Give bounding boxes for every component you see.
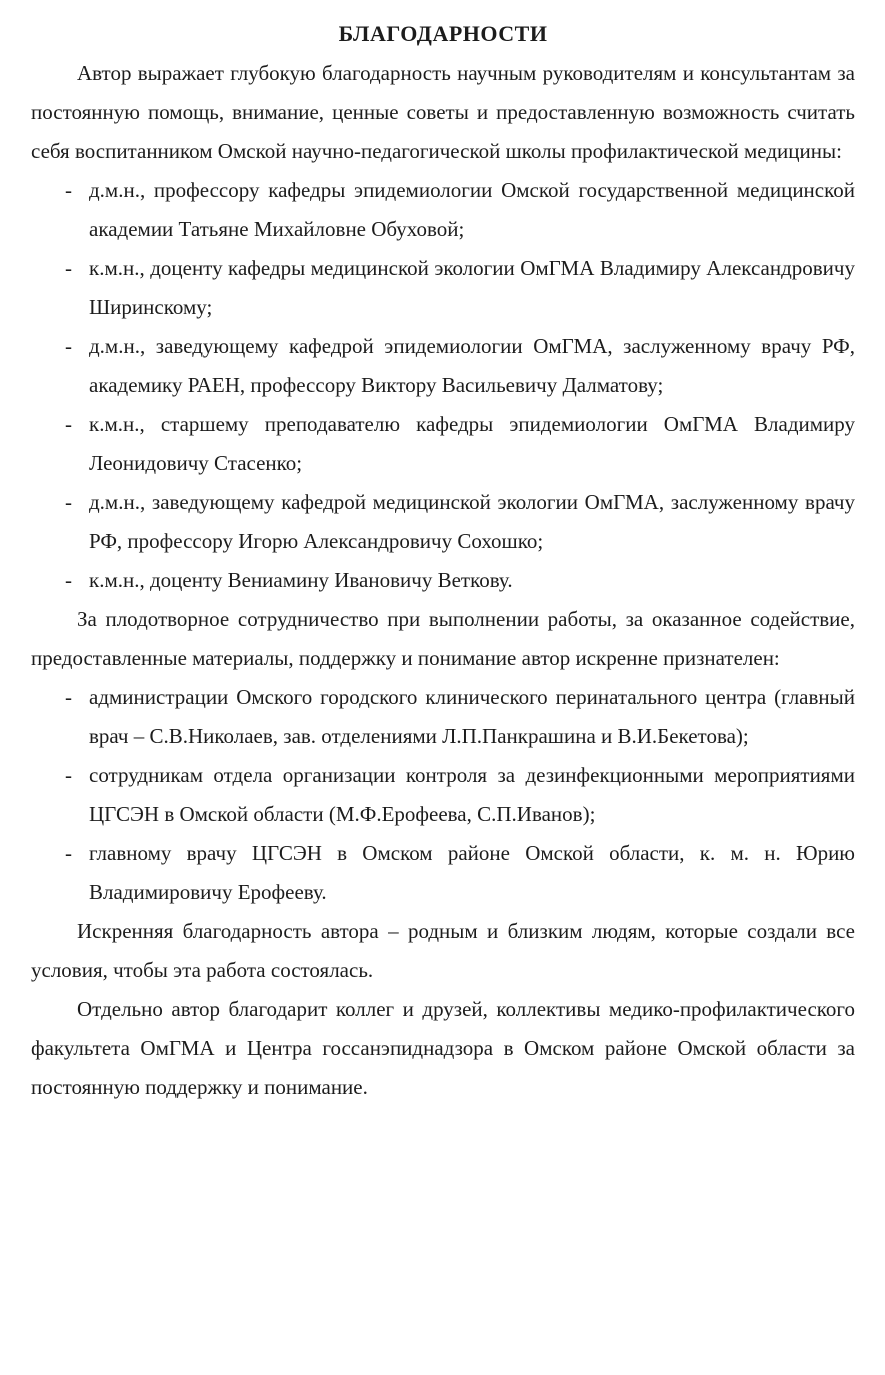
list-item: - д.м.н., заведующему кафедрой медицинской экологии ОмГМА, заслуженному врачу РФ, профессору Игорю Александровичу Сохошко;: [31, 483, 855, 561]
list-marker: -: [65, 763, 72, 787]
list-item: - к.м.н., старшему преподавателю кафедры эпидемиологии ОмГМА Владимиру Леонидовичу Стасенко;: [31, 405, 855, 483]
list-marker: -: [65, 685, 72, 709]
list-item: - главному врачу ЦГСЭН в Омском районе Омской области, к. м. н. Юрию Владимировичу Ерофееву.: [31, 834, 855, 912]
list-marker: -: [65, 412, 72, 436]
cooperation-paragraph: За плодотворное сотрудничество при выполнении работы, за оказанное содействие, предоставленные материалы, поддержку и понимание автор искренне признателен:: [31, 607, 855, 670]
list-marker: -: [65, 568, 72, 592]
intro-paragraph: Автор выражает глубокую благодарность научным руководителям и консультантам за постоянную помощь, внимание, ценные советы и предоставленную возможность считать себя воспитанником Омской научно-педагогической школы профилактической медицины:: [31, 61, 855, 163]
list-item: - к.м.н., доценту Вениамину Ивановичу Веткову.: [31, 561, 855, 600]
list-item: - д.м.н., профессору кафедры эпидемиологии Омской государственной медицинской академии Татьяне Михайловне Обуховой;: [31, 171, 855, 249]
colleagues-paragraph: Отдельно автор благодарит коллег и друзей, коллективы медико-профилактического факультета ОмГМА и Центра госсанэпиднадзора в Омском районе Омской области за постоянную поддержку и понимание.: [31, 997, 855, 1099]
acknowledgements-page: [31, 14, 855, 1107]
list-item: - д.м.н., заведующему кафедрой эпидемиологии ОмГМА, заслуженному врачу РФ, академику РАЕН, профессору Виктору Васильевичу Далматову;: [31, 327, 855, 405]
list-marker: -: [65, 334, 72, 358]
list-item: - администрации Омского городского клинического перинатального центра (главный врач – С.В.Николаев, зав. отделениями Л.П.Панкрашина и В.И.Бекетова);: [31, 678, 855, 756]
family-paragraph: Искренняя благодарность автора – родным и близким людям, которые создали все условия, чтобы эта работа состоялась.: [31, 919, 855, 982]
list-marker: -: [65, 841, 72, 865]
list-marker: -: [65, 178, 72, 202]
advisors-list: [31, 171, 855, 600]
page-title: БЛАГОДАРНОСТИ: [338, 21, 548, 46]
list-item: - к.м.н., доценту кафедры медицинской экологии ОмГМА Владимиру Александровичу Ширинскому;: [31, 249, 855, 327]
list-item: - сотрудникам отдела организации контроля за дезинфекционными мероприятиями ЦГСЭН в Омской области (М.Ф.Ерофеева, С.П.Иванов);: [31, 756, 855, 834]
list-marker: -: [65, 256, 72, 280]
cooperation-list: [31, 678, 855, 912]
list-marker: -: [65, 490, 72, 514]
